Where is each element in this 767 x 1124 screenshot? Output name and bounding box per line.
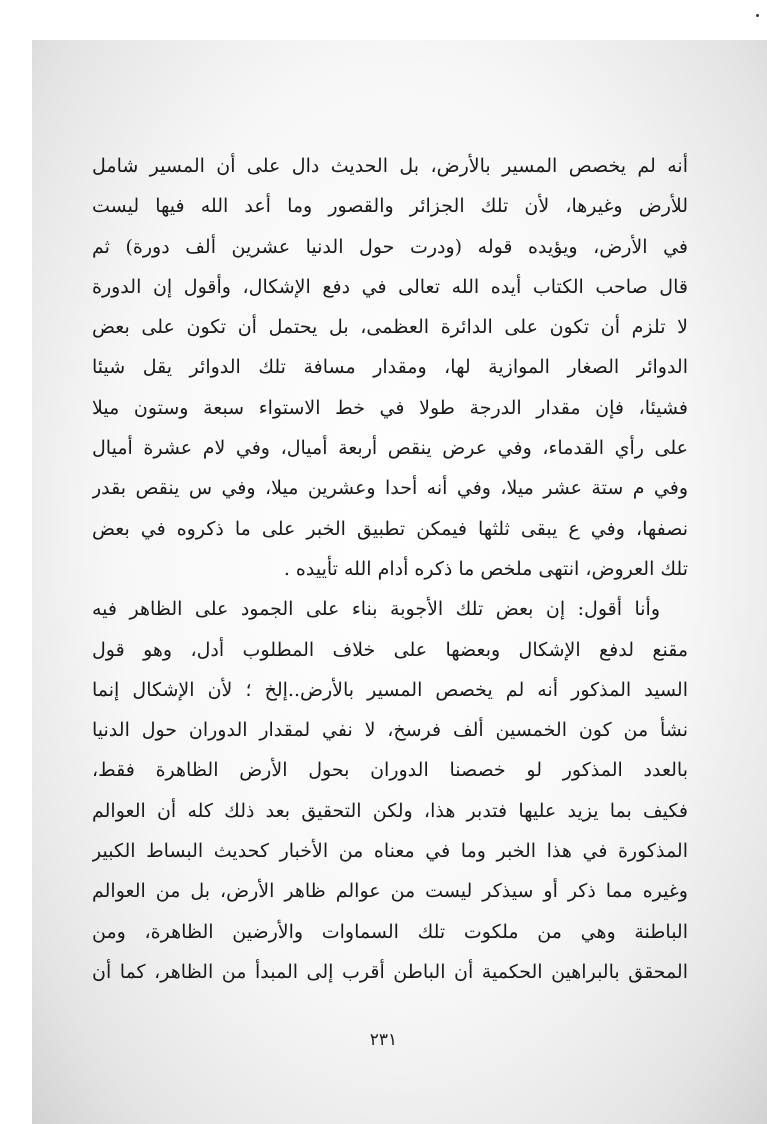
text-line: وغيره مما ذكر أو سيذكر ليست من عوالم ظاهر الأرض، بل من العوالم	[92, 880, 688, 903]
text-line: فكيف بما يزيد عليها فتدبر هذا، ولكن التحقيق بعد ذلك كله أن العوالم	[92, 799, 688, 822]
text-line: فشيئا، فإن مقدار الدرجة طولا في خط الاستواء سبعة وستون ميلا	[92, 396, 688, 419]
text-line: الباطنة وهي من ملكوت تلك السماوات والأرضين الظاهرة، ومن	[92, 920, 688, 943]
text-line: في الأرض، ويؤيده قوله (ودرت حول الدنيا عشرين ألف دورة) ثم	[92, 235, 688, 258]
text-line: بالعدد المذكور لو خصصنا الدوران بحول الأرض الظاهرة فقط،	[92, 759, 688, 782]
text-line: مقنع لدفع الإشكال وبعضها على خلاف المطلوب أدل، وهو قول	[92, 638, 688, 661]
scan-speck	[756, 14, 759, 17]
text-line: تلك العروض، انتهى ملخص ما ذكره أدام الله تأييده .	[283, 557, 688, 580]
text-line: المذكورة في هذا الخبر وما في معناه من الأخبار كحديث البساط الكبير	[92, 840, 688, 863]
text-line: السيد المذكور أنه لم يخصص المسير بالأرض..إلخ ؛ لأن الإشكال إنما	[92, 678, 688, 701]
text-line: نشأ من كون الخمسين ألف فرسخ، لا نفي لمقدار الدوران حول الدنيا	[92, 719, 688, 742]
text-line: قال صاحب الكتاب أيده الله تعالى في دفع الإشكال، وأقول إن الدورة	[92, 275, 688, 298]
text-line: أنه لم يخصص المسير بالأرض، بل الحديث دال على أن المسير شامل	[92, 155, 688, 177]
text-line: للأرض وغيرها، لأن تلك الجزائر والقصور وما أعد الله فيها ليست	[92, 195, 688, 218]
body-text	[92, 146, 688, 992]
text-line: وأنا أقول: إن بعض تلك الأجوبة بناء على الجمود على الظاهر فيه	[92, 598, 660, 621]
text-line: على رأي القدماء، وفي عرض ينقص أربعة أميال، وفي لام عشرة أميال	[92, 437, 688, 460]
text-line: المحقق بالبراهين الحكمية أن الباطن أقرب إلى المبدأ من الظاهر، كما أن	[92, 960, 688, 983]
text-line: لا تلزم أن تكون على الدائرة العظمى، بل يحتمل أن تكون على بعض	[92, 316, 688, 339]
page-number: ٢٣١	[369, 1030, 398, 1050]
text-line: الدوائر الصغار الموازية لها، ومقدار مسافة تلك الدوائر يقل شيئا	[92, 356, 688, 379]
text-line: نصفها، وفي ع يبقى ثلثها فيمكن تطبيق الخبر على ما ذكروه في بعض	[92, 517, 688, 540]
text-line: وفي م ستة عشر ميلا، وفي أنه أحدا وعشرين ميلا، وفي س ينقص بقدر	[92, 477, 688, 500]
